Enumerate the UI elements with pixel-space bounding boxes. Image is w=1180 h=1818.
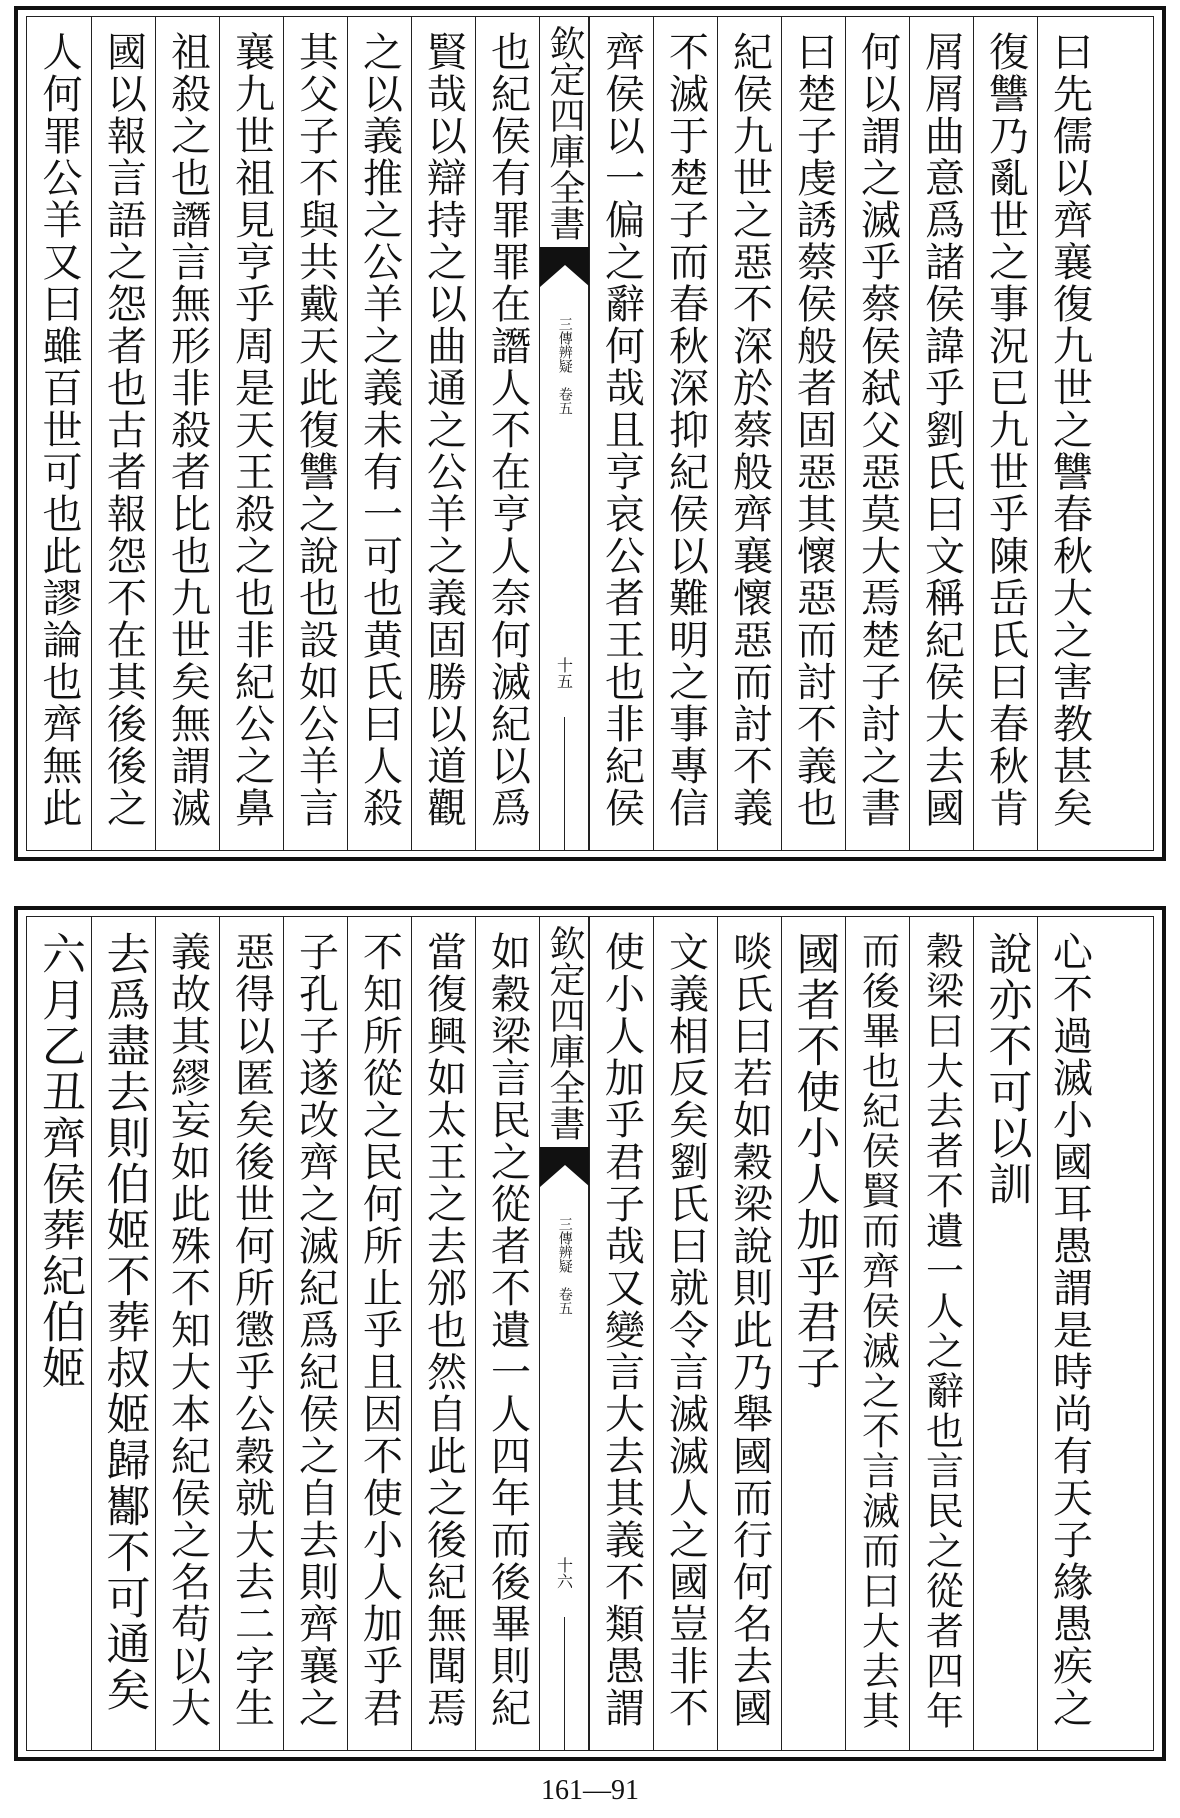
text-column xyxy=(219,17,283,850)
bottom-page-panel xyxy=(14,906,1166,1761)
text-column xyxy=(27,17,91,850)
book-title: 欽定四庫全書 xyxy=(544,925,585,1141)
text-column xyxy=(155,17,219,850)
text-column xyxy=(219,917,283,1750)
text-column xyxy=(781,917,845,1750)
text-column xyxy=(717,917,781,1750)
text-column xyxy=(347,17,411,850)
column-text: 不滅于楚子而春秋深抑紀侯以難明之事專信 xyxy=(662,31,709,829)
text-column xyxy=(909,917,973,1750)
text-column xyxy=(653,17,717,850)
text-column xyxy=(909,17,973,850)
text-column xyxy=(475,917,539,1750)
top-page-frame xyxy=(26,16,1154,851)
column-text: 啖氏曰若如穀梁說則此乃舉國而行何名去國 xyxy=(726,931,773,1729)
text-column xyxy=(781,17,845,850)
column-text: 屑屑曲意爲諸侯諱乎劉氏曰文稱紀侯大去國 xyxy=(918,31,965,829)
column-text: 曰楚子虔誘蔡侯般者固惡其懷惡而討不義也 xyxy=(790,31,837,829)
column-text: 去爲盡去則伯姬不葬叔姬歸酅不可通矣 xyxy=(98,931,150,1713)
fishtail-mark-icon xyxy=(540,247,590,287)
top-page-panel xyxy=(14,6,1166,861)
column-text: 六月乙丑齊侯葬紀伯姬 xyxy=(34,931,85,1391)
text-column xyxy=(973,917,1037,1750)
text-column xyxy=(653,917,717,1750)
volume-label: 卷五 xyxy=(556,1287,573,1315)
page-number: 十六 xyxy=(554,1557,574,1589)
center-margin-column xyxy=(539,17,589,850)
column-text: 紀侯九世之惡不深於蔡般齊襄懷惡而討不義 xyxy=(726,31,773,829)
volume-label: 卷五 xyxy=(556,387,573,415)
text-column xyxy=(347,917,411,1750)
text-column xyxy=(283,17,347,850)
column-text: 復讐乃亂世之事況已九世乎陳岳氏曰春秋肯 xyxy=(982,31,1029,829)
text-column xyxy=(1037,17,1101,850)
center-rule xyxy=(564,1617,565,1750)
text-column xyxy=(717,17,781,850)
column-text: 何以謂之滅乎蔡侯弑父惡莫大焉楚子討之書 xyxy=(854,31,901,829)
column-text: 心不過滅小國耳愚謂是時尚有天子緣愚疾之 xyxy=(1046,931,1093,1729)
column-text: 當復興如太王之去邠也然自此之後紀無聞焉 xyxy=(420,931,467,1729)
page-number: 十五 xyxy=(554,657,574,689)
column-text: 而後畢也紀侯賢而齊侯滅之不言滅而曰大去其 xyxy=(855,931,900,1731)
text-column xyxy=(411,17,475,850)
text-column xyxy=(91,17,155,850)
bottom-page-frame xyxy=(26,916,1154,1751)
center-margin-column xyxy=(539,917,589,1750)
text-column xyxy=(411,917,475,1750)
column-text: 義故其繆妄如此殊不知大本紀侯之名苟以大 xyxy=(164,931,211,1729)
column-text: 國以報言語之怨者也古者報怨不在其後後之 xyxy=(100,31,147,829)
text-column xyxy=(91,917,155,1750)
column-text: 國者不使小人加乎君子 xyxy=(788,931,840,1391)
text-column xyxy=(845,917,909,1750)
column-text: 曰先儒以齊襄復九世之讐春秋大之害教甚矣 xyxy=(1046,31,1093,829)
column-text: 其父子不與共戴天此復讐之說也設如公羊言 xyxy=(292,31,339,829)
column-text: 穀梁曰大去者不遺一人之辭也言民之從者四年 xyxy=(919,931,964,1731)
book-subtitle: 三傳辨疑 xyxy=(556,1217,573,1273)
text-column xyxy=(973,17,1037,850)
text-column xyxy=(27,917,91,1750)
column-text: 襄九世祖見亨乎周是天王殺之也非紀公之鼻 xyxy=(228,31,275,829)
column-text: 齊侯以一偏之辭何哉且亨哀公者王也非紀侯 xyxy=(598,31,645,829)
footer-page-id: 161—91 xyxy=(541,1775,639,1806)
column-text: 說亦不可以訓 xyxy=(980,931,1032,1207)
text-column xyxy=(845,17,909,850)
column-text: 子孔子遂改齊之滅紀爲紀侯之自去則齊襄之 xyxy=(292,931,339,1729)
column-text: 賢哉以辯持之以曲通之公羊之義固勝以道觀 xyxy=(420,31,467,829)
text-column xyxy=(283,917,347,1750)
text-column xyxy=(589,917,653,1750)
center-rule xyxy=(564,717,565,850)
text-column xyxy=(475,17,539,850)
text-column xyxy=(1037,917,1101,1750)
text-column xyxy=(589,17,653,850)
column-text: 惡得以匿矣後世何所懲乎公穀就大去二字生 xyxy=(228,931,275,1729)
column-text: 文義相反矣劉氏曰就令言滅滅人之國豈非不 xyxy=(662,931,709,1729)
column-text: 如穀梁言民之從者不遺一人四年而後畢則紀 xyxy=(484,931,531,1729)
column-text: 也紀侯有罪罪在譖人不在亨人奈何滅紀以爲 xyxy=(484,31,531,829)
column-text: 不知所從之民何所止乎且因不使小人加乎君 xyxy=(356,931,403,1729)
column-text: 人何罪公羊又曰雖百世可也此謬論也齊無此 xyxy=(36,31,82,829)
fishtail-mark-icon xyxy=(540,1147,590,1187)
book-subtitle: 三傳辨疑 xyxy=(556,317,573,373)
column-text: 之以義推之公羊之義未有一可也黄氏曰人殺 xyxy=(356,31,403,829)
column-text: 祖殺之也譖言無形非殺者比也九世矣無謂滅 xyxy=(164,31,211,829)
text-column xyxy=(155,917,219,1750)
column-text: 使小人加乎君子哉又變言大去其義不類愚謂 xyxy=(598,931,645,1729)
book-title: 欽定四庫全書 xyxy=(544,25,585,241)
